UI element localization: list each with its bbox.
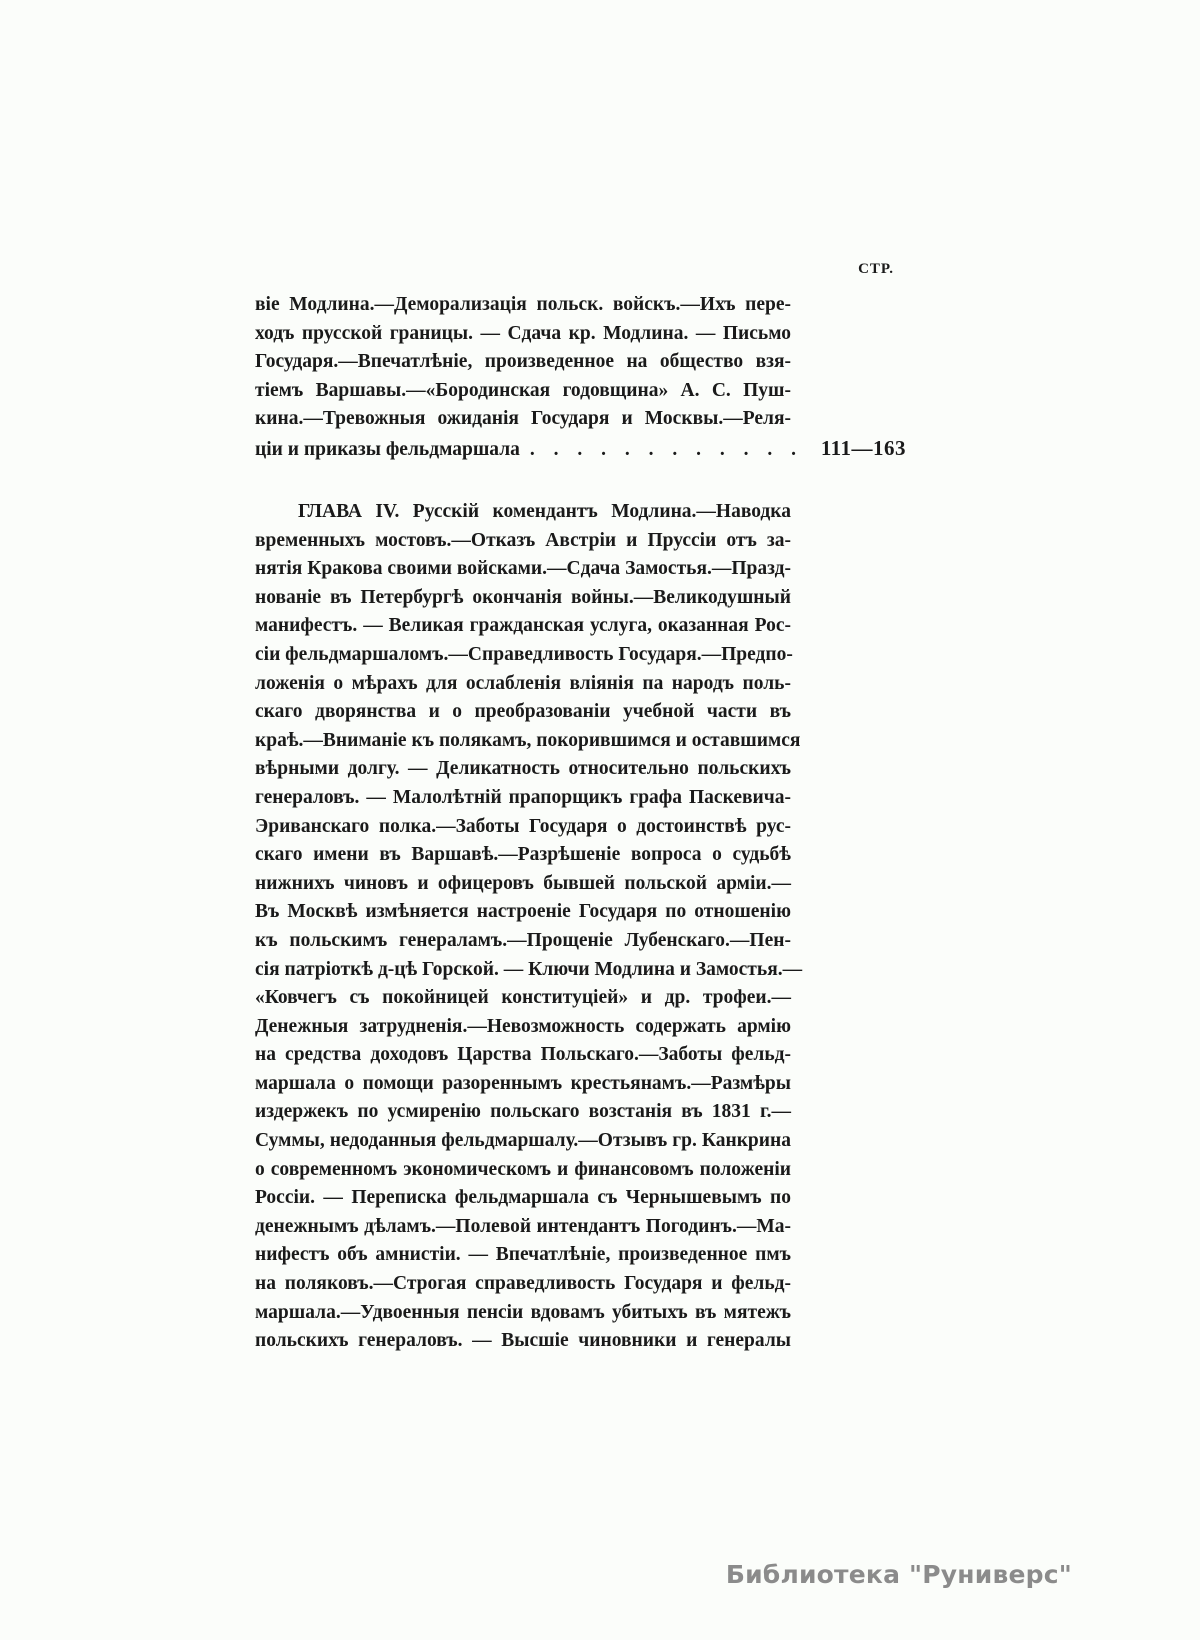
toc-line: временныхъ мостовъ.—Отказъ Австріи и Пруссіи отъ за- [255,529,791,551]
toc-line: на средства доходовъ Царства Польскаго.—Заботы фельд- [255,1044,791,1066]
toc-line: польскихъ генераловъ. — Высшіе чиновники и генералы [255,1330,791,1352]
toc-line: ходъ прусской границы. — Сдача кр. Модлина. — Письмо [255,322,791,344]
toc-line: сія патріоткѣ д-цѣ Горской. — Ключи Модлина и Замостья.— [255,958,803,980]
toc-line: на поляковъ.—Строгая справедливость Государя и фельд- [255,1273,791,1295]
toc-line: издержекъ по усмиренію польскаго возстанія въ 1831 г.— [255,1101,791,1123]
toc-line: манифестъ. — Великая гражданская услуга, оказанная Рос- [255,615,791,637]
toc-line: ложенія о мѣрахъ для ослабленія вліянія па народъ поль- [255,672,791,694]
toc-line: Государя.—Впечатлѣніе, произведенное на общество взя- [255,351,791,373]
toc-line: маршала.—Удвоенныя пенсіи вдовамъ убитыхъ въ мятежъ [255,1301,791,1323]
leader-dots: . . . . . . . . . . . . [529,438,797,460]
toc-line: Суммы, недоданныя фельдмаршалу.—Отзывъ гр. Канкрина [255,1130,791,1152]
watermark: Библиотека "Руниверс" [725,1560,1072,1589]
toc-line: віе Модлина.—Деморализація польск. войскъ.—Ихъ пере- [255,294,791,315]
toc-line: скаго дворянства и о преобразованіи учебной части въ [255,701,791,723]
toc-line: генераловъ. — Малолѣтній прапорщикъ графа Паскевича- [255,786,791,808]
toc-line: Въ Москвѣ измѣняется настроеніе Государя по отношенію [255,901,791,923]
toc-line: денежнымъ дѣламъ.—Полевой интендантъ Погодинъ.—Ма- [255,1215,791,1237]
toc-line: вѣрными долгу. — Деликатность относительно польскихъ [255,758,791,780]
toc-line: Эриванскаго полка.—Заботы Государя о достоинствѣ рус- [255,815,791,837]
toc-line: маршала о помощи разореннымъ крестьянамъ.—Размѣры [255,1072,791,1094]
toc-line: нованіе въ Петербургѣ окончанія войны.—Великодушный [255,586,791,608]
toc-line: о современномъ экономическомъ и финансовомъ положеніи [255,1158,791,1180]
toc-leader-line [255,434,906,465]
toc-line: тіемъ Варшавы.—«Бородинская годовщина» А. С. Пуш- [255,379,791,401]
toc-line: Россіи. — Переписка фельдмаршала съ Чернышевымъ по [255,1187,791,1209]
toc-line: сіи фельдмаршаломъ.—Справедливость Государя.—Предпо- [255,643,793,665]
toc-entry-chapter3-continuation [255,291,906,465]
toc-line: скаго имени въ Варшавѣ.—Разрѣшеніе вопроса о судьбѣ [255,844,791,866]
toc-line: нифестъ объ амнистіи. — Впечатлѣніе, произведенное пмъ [255,1244,791,1266]
toc-line: кина.—Тревожныя ожиданія Государя и Москвы.—Реля- [255,408,791,430]
toc-line: нижнихъ чиновъ и офицеровъ бывшей польской арміи.— [255,872,791,894]
toc-lines [255,498,803,1356]
toc-line: ГЛАВА IV. Русскій комендантъ Модлина.—Наводка [298,501,791,522]
toc-line: краѣ.—Вниманіе къ полякамъ, покорившимся и оставшимся [255,729,801,751]
toc-leader-text: ціи и приказы фельдмаршала [255,438,520,460]
toc-line: «Ковчегъ съ покойницей конституціей» и др. трофеи.— [255,987,791,1009]
toc-entry-chapter4 [255,498,803,1356]
toc-line: къ польскимъ генераламъ.—Прощеніе Лубенскаго.—Пен- [255,929,791,951]
toc-lines [255,291,791,434]
page-column-header: СТР. [858,261,894,277]
toc-line: Денежныя затрудненія.—Невозможность содержать армію [255,1015,791,1037]
page-range: 111—163 [820,435,906,460]
toc-line: нятія Кракова своими войсками.—Сдача Замостья.—Празд- [255,558,791,580]
